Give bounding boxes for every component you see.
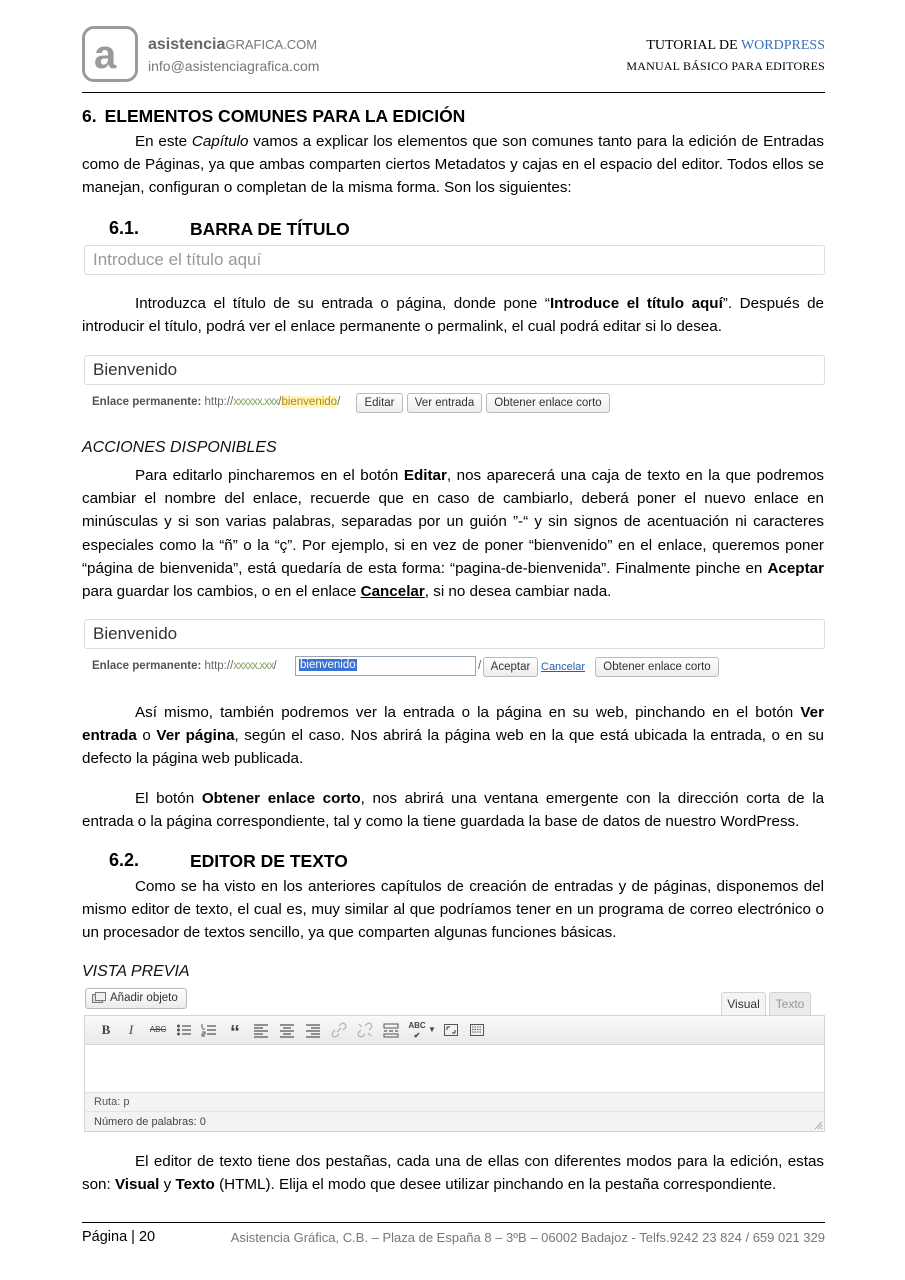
title-input-filled-2[interactable]: [84, 619, 825, 649]
section-62-para-1: Como se ha visto en los anteriores capítulos de creación de entradas y de páginas, disponemos del mismo editor de texto, el cual es, muy similar al que podríamos tener en un programa de correo electrónico o un procesador de textos sencillo, ya que comparten algunas funciones básicas.: [82, 878, 824, 942]
view-entry-button[interactable]: Ver entrada: [407, 393, 482, 413]
editor-toolbar: [85, 1016, 824, 1045]
preview-heading: VISTA PREVIA: [82, 963, 190, 980]
section-61-para-2: [82, 464, 824, 603]
doc-title-pre: TUTORIAL DE: [646, 38, 741, 53]
chevron-down-icon[interactable]: ▼: [428, 1025, 436, 1034]
align-center-icon[interactable]: [279, 1021, 295, 1039]
text-run: , según el caso. Nos abrirá la página web en la que está ubicada la entrada, o en su defecto la página web publicada.: [82, 727, 824, 768]
text-run-bold: Introduce el título aquí: [549, 295, 723, 312]
kitchen-sink-icon[interactable]: [469, 1021, 485, 1039]
resize-handle-icon[interactable]: [814, 1121, 823, 1130]
text-run: vamos a explicar los elementos que son comunes tanto para la edición de Entradas como de Páginas, ya que ambas comparten ciertos Metadatos y cajas en el espacio del editor. Todos ellos se manejan, configuran o completan de la misma forma. Son los siguientes:: [82, 133, 824, 197]
footer-company: Asistencia Gráfica, C.B. – Plaza de España 8 – 3ºB – 06002 Badajoz - Telfs.9242 23 824 / 659 021 329: [230, 1230, 825, 1245]
page-number: Página | 20: [82, 1229, 156, 1245]
text-run: o: [136, 727, 157, 745]
permalink-url: http://: [204, 660, 234, 672]
numbered-list-icon[interactable]: [201, 1021, 217, 1039]
editor-path: Ruta: p: [85, 1092, 824, 1111]
permalink-label: Enlace permanente:: [92, 396, 202, 408]
available-actions-heading: ACCIONES DISPONIBLES: [82, 439, 277, 456]
section-61-number: 6.1.: [109, 218, 140, 238]
strikethrough-icon[interactable]: ABC: [149, 1025, 167, 1034]
permalink-row-editing: Enlace permanente: http://xxxxx.xxx/: [92, 660, 277, 672]
doc-title-wordpress: WORDPRESS: [740, 38, 825, 53]
text-run: El editor de texto tiene dos pestañas, cada una de ellas con diferentes modos para la edición, estas son:: [82, 1153, 824, 1194]
text-run: para guardar los cambios, o en el enlace: [82, 583, 361, 601]
fullscreen-icon[interactable]: [443, 1021, 459, 1039]
text-run-bold: Ver entrada: [82, 704, 824, 745]
text-run-bold: Texto: [175, 1176, 215, 1194]
section-61-title: BARRA DE TÍTULO: [190, 219, 350, 239]
text-run-bold: Visual: [114, 1176, 160, 1194]
cancel-link[interactable]: Cancelar: [541, 661, 586, 673]
text-editor: [84, 1015, 825, 1132]
italic-icon[interactable]: I: [128, 1022, 134, 1037]
title-input[interactable]: [84, 245, 825, 275]
section-62-title: EDITOR DE TEXTO: [190, 851, 348, 871]
contact-email: info@asistenciagrafica.com: [148, 58, 320, 74]
spellcheck-label: ABC: [408, 1021, 426, 1030]
text-run: , nos abrirá una ventana emergente con la dirección corta de la entrada o la página correspondiente, tal y como la tiene guardada la base de datos de nuestro WordPress.: [82, 790, 825, 831]
title-placeholder: Introduce el título aquí: [93, 250, 262, 269]
add-media-button[interactable]: [85, 988, 187, 1009]
title-input-filled[interactable]: [84, 355, 825, 385]
tab-text[interactable]: Texto: [769, 992, 811, 1016]
section-61-para-1: [82, 292, 824, 338]
brand-name: [148, 36, 317, 54]
add-media-label: Añadir objeto: [110, 992, 178, 1004]
get-shortlink-button-2[interactable]: Obtener enlace corto: [595, 657, 719, 677]
section-62-para-2: [82, 1150, 824, 1196]
slug-edit-input[interactable]: [295, 656, 476, 676]
section-6-intro: [82, 130, 824, 200]
footer-rule: [82, 1222, 825, 1223]
brand-bold: asistencia: [148, 36, 226, 53]
section-61-para-4: [82, 787, 824, 833]
page-header: [82, 26, 825, 93]
section-6-number: 6.: [82, 106, 97, 126]
permalink-row: Enlace permanente: http://xxxxxx.xxx/bienvenido/: [92, 396, 341, 408]
text-run-bold-underline: Cancelar: [360, 583, 425, 601]
word-count: Número de palabras: 0: [85, 1111, 824, 1131]
text-run: (HTML). Elija el modo que desee utilizar pinchando en la pestaña correspondiente.: [214, 1176, 777, 1194]
insert-more-icon[interactable]: [383, 1021, 399, 1039]
permalink-blurred: xxxxxx.xxx: [233, 396, 279, 408]
bold-icon[interactable]: B: [101, 1022, 111, 1037]
insert-link-icon[interactable]: [331, 1021, 347, 1039]
blockquote-icon[interactable]: “: [230, 1022, 240, 1044]
text-run-bold: Aceptar: [767, 559, 824, 577]
unlink-icon[interactable]: [357, 1021, 373, 1039]
text-run: En este: [135, 133, 192, 150]
brand-suffix: GRAFICA.COM: [225, 37, 318, 52]
text-run: , nos aparecerá una caja de texto en la que podremos cambiar el nombre del enlace, recuerde que en caso de cambiarlo, deberá poner el nuevo enlace en minúsculas y si son varias palabras, separadas por un guión ”-“ y sin signos de acentuación ni caracteres especiales como la “ñ” o la “ç”. Por ejemplo, si en vez de poner “bienvenido” en el enlace, queremos poner “página de bienvenida”, está quedaría de esta forma: “pagina-de-bienvenida”. Finalmente pinche en: [82, 467, 824, 577]
permalink-slug: bienvenido: [281, 396, 338, 408]
text-run: , si no desea cambiar nada.: [424, 583, 612, 601]
spellcheck-icon[interactable]: ABC ✔: [408, 1021, 426, 1040]
title-value: Bienvenido: [93, 624, 178, 643]
align-left-icon[interactable]: [253, 1021, 269, 1039]
edit-button[interactable]: Editar: [356, 393, 403, 413]
text-run: El botón: [135, 790, 202, 807]
section-62-number: 6.2.: [109, 850, 140, 870]
slug-selected-text: bienvenido: [300, 659, 356, 671]
text-run: ”. Después de introducir el título, podrá ver el enlace permanente o permalink, el cual podrá editar si lo desea.: [82, 295, 825, 336]
slug-trailing-slash: /: [478, 660, 482, 672]
permalink-label: Enlace permanente:: [92, 660, 202, 672]
align-right-icon[interactable]: [305, 1021, 321, 1039]
accept-button[interactable]: Aceptar: [483, 657, 538, 677]
doc-title: [646, 38, 825, 54]
text-run-bold: Obtener enlace corto: [201, 790, 361, 807]
section-6-heading: [82, 106, 465, 127]
bullet-list-icon[interactable]: [176, 1021, 192, 1039]
section-61-para-3: [82, 701, 824, 771]
logo-letter-icon: a: [94, 33, 117, 77]
company-logo: [82, 26, 138, 82]
get-shortlink-button[interactable]: Obtener enlace corto: [486, 393, 610, 413]
text-run-em: Capítulo: [191, 133, 249, 150]
text-run-bold: Ver página: [156, 727, 235, 745]
text-run: y: [159, 1176, 176, 1194]
permalink-url: http://: [204, 396, 234, 408]
permalink-blurred: xxxxx.xxx: [233, 660, 274, 672]
doc-subtitle: MANUAL BÁSICO PARA EDITORES: [626, 59, 825, 73]
tab-visual[interactable]: Visual: [721, 992, 766, 1016]
text-run-bold: Editar: [403, 467, 447, 484]
text-run: Introduzca el título de su entrada o página, donde pone “: [135, 295, 550, 312]
section-6-title: ELEMENTOS COMUNES PARA LA EDICIÓN: [104, 106, 466, 126]
text-run: Para editarlo pincharemos en el botón: [135, 467, 404, 484]
text-run: Así mismo, también podremos ver la entrada o la página en su web, pinchando en el botón: [135, 704, 801, 721]
title-value: Bienvenido: [93, 360, 178, 379]
add-media-icon: [92, 992, 106, 1005]
